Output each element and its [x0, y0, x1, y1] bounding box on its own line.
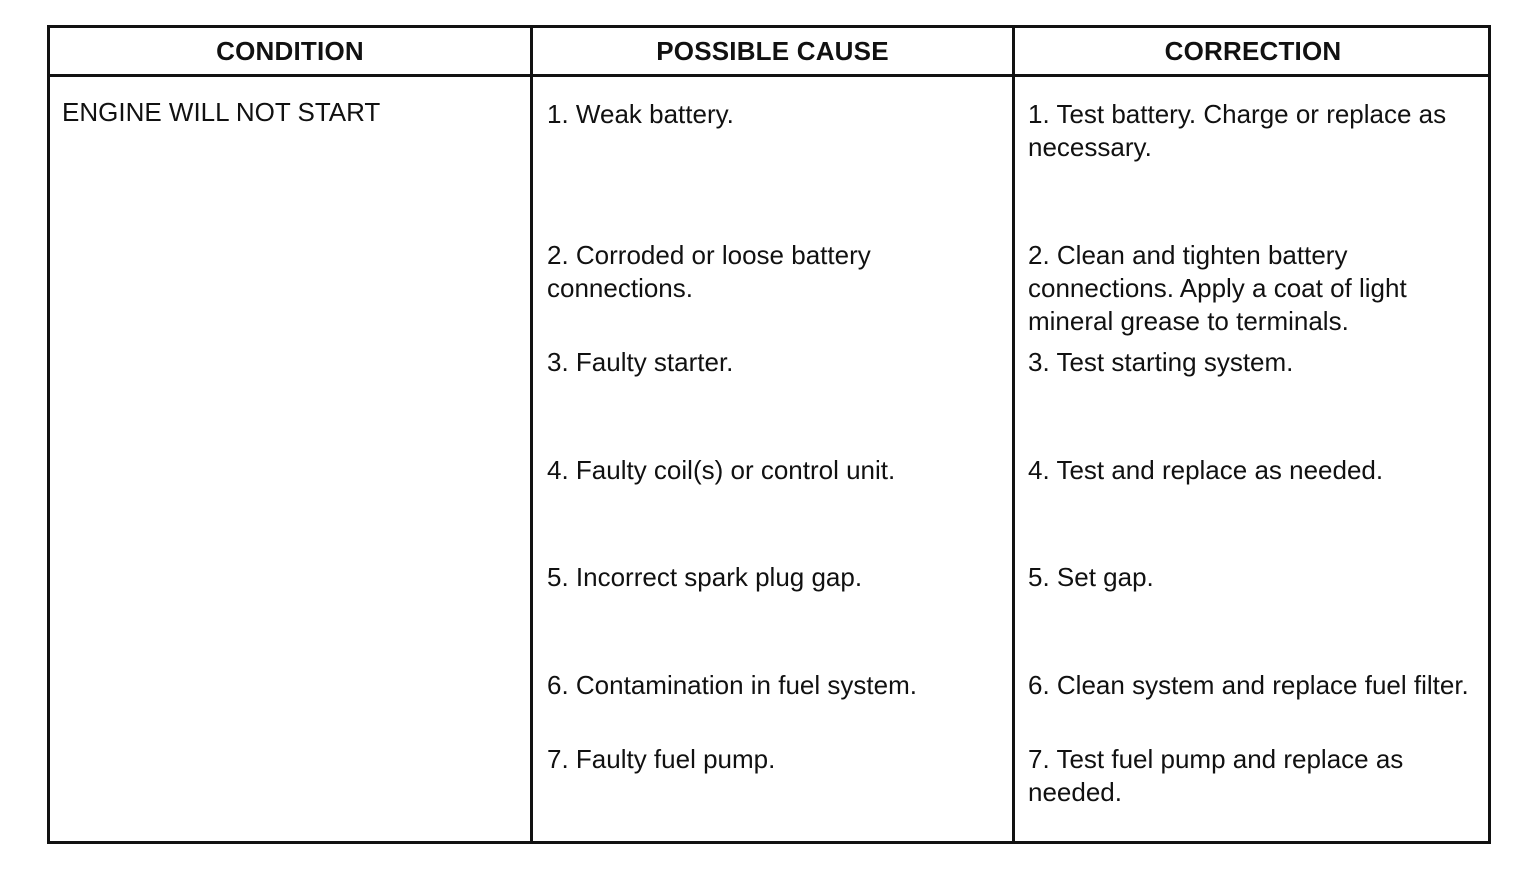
correction-item: 3. Test starting system.	[1028, 347, 1294, 377]
correction-item: 1. Test battery. Charge or replace as necessary.	[1028, 99, 1447, 162]
cause-item: 5. Incorrect spark plug gap.	[547, 562, 863, 592]
correction-item: 4. Test and replace as needed.	[1028, 455, 1384, 485]
header-condition: CONDITION	[216, 35, 364, 66]
column-divider	[1012, 28, 1015, 841]
condition-text: ENGINE WILL NOT START	[62, 97, 381, 127]
header-correction: CORRECTION	[1164, 35, 1342, 66]
correction-item: 6. Clean system and replace fuel filter.	[1028, 670, 1469, 700]
cause-item: 6. Contamination in fuel system.	[547, 670, 917, 700]
header-divider	[50, 74, 1488, 77]
correction-item: 5. Set gap.	[1028, 562, 1154, 592]
cause-item: 3. Faulty starter.	[547, 347, 734, 377]
correction-item: 2. Clean and tighten battery connections. Apply a coat of light mineral grease to terminals.	[1028, 240, 1407, 336]
cause-item: 1. Weak battery.	[547, 99, 734, 129]
cause-item: 4. Faulty coil(s) or control unit.	[547, 455, 896, 485]
correction-item: 7. Test fuel pump and replace as needed.	[1028, 744, 1404, 807]
column-divider	[530, 28, 533, 841]
header-possible-cause: POSSIBLE CAUSE	[656, 35, 889, 66]
cause-item: 7. Faulty fuel pump.	[547, 744, 776, 774]
cause-item: 2. Corroded or loose battery connections.	[547, 240, 871, 303]
troubleshooting-table	[47, 25, 1491, 844]
